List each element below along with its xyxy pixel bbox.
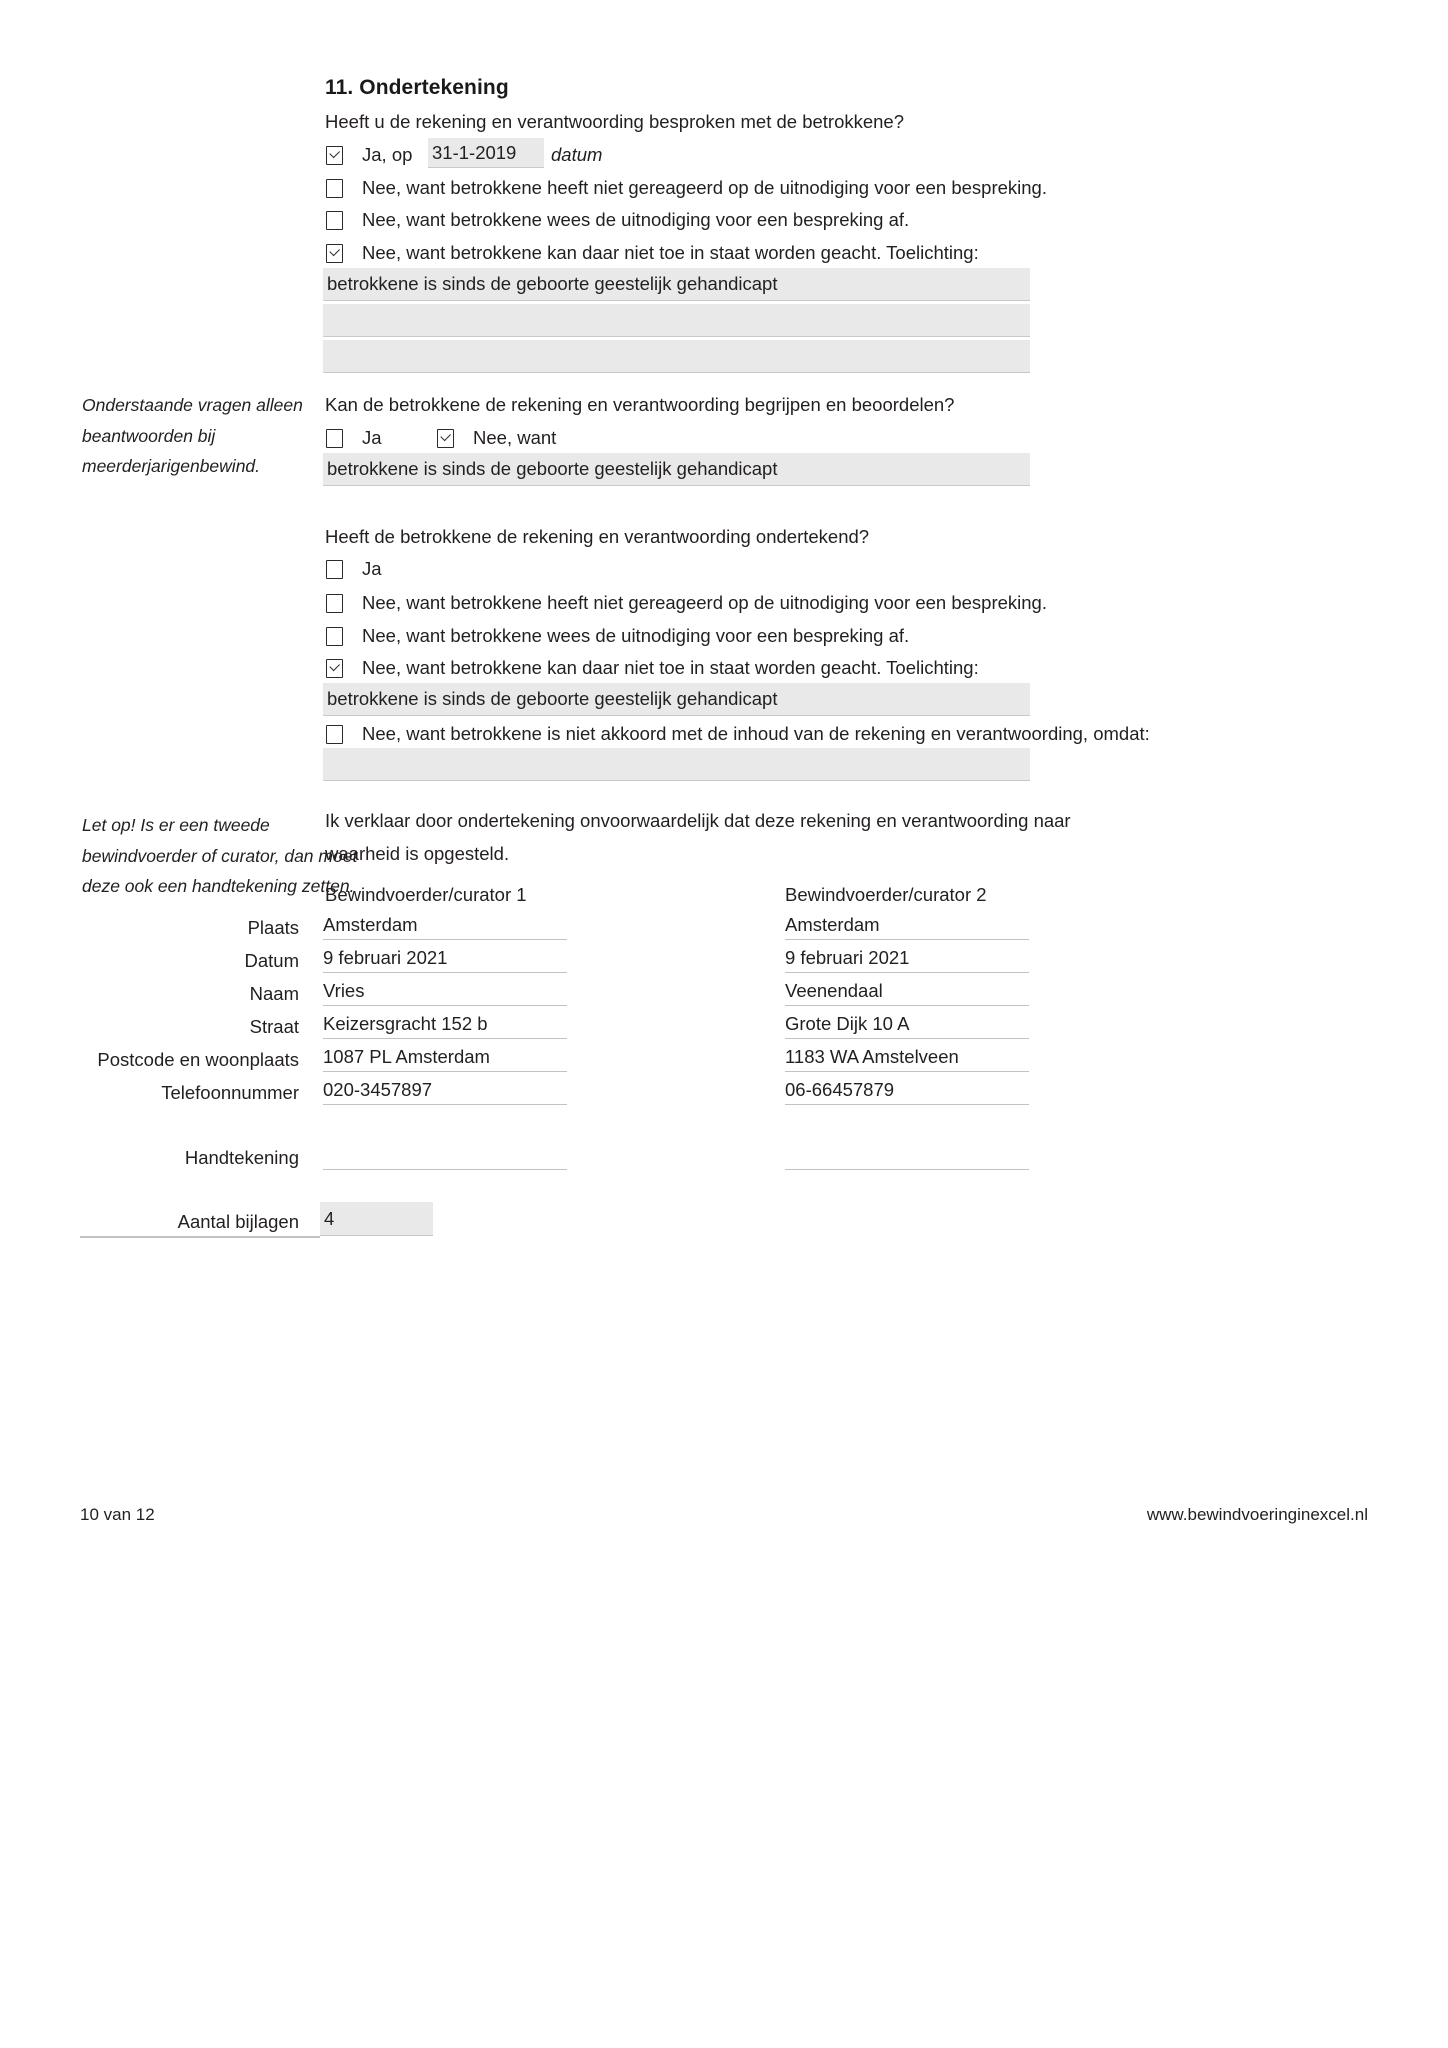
q3-option-geweigerd-label: Nee, want betrokkene wees de uitnodiging voor een bespreking af. bbox=[362, 625, 910, 646]
naam-input-2[interactable]: Veenendaal bbox=[785, 978, 1029, 1006]
margin-note-tweede-bewindvoerder: Let op! Is er een tweede bewindvoerder of curator, dan moet deze ook een handtekening zetten. bbox=[82, 815, 358, 896]
q1-checkbox-geweigerd[interactable] bbox=[326, 211, 343, 230]
q1-option-geweigerd-row[interactable] bbox=[326, 209, 909, 231]
plaats-input-1[interactable]: Amsterdam bbox=[323, 912, 567, 940]
straat-input-2[interactable]: Grote Dijk 10 A bbox=[785, 1011, 1029, 1039]
footer-page-number: 10 van 12 bbox=[80, 1505, 155, 1524]
q1-option-ja-label: Ja, op bbox=[362, 144, 413, 165]
q1-option-ja-row[interactable] bbox=[326, 144, 412, 166]
q3-omdat-input[interactable] bbox=[323, 748, 1030, 781]
q2-toelichting-input[interactable]: betrokkene is sinds de geboorte geestelijk gehandicapt bbox=[323, 453, 1030, 486]
telefoon-input-2[interactable]: 06-66457879 bbox=[785, 1077, 1029, 1105]
q3-checkbox-geweigerd[interactable] bbox=[326, 627, 343, 646]
question-3-text: Heeft de betrokkene de rekening en verantwoording ondertekend? bbox=[325, 526, 870, 547]
footer-website: www.bewindvoeringinexcel.nl bbox=[1146, 1505, 1368, 1524]
aantal-bijlagen-underline bbox=[80, 1236, 320, 1238]
row-label-straat: Straat bbox=[249, 1016, 299, 1037]
q3-checkbox-ja[interactable] bbox=[326, 560, 343, 579]
q2-checkbox-nee[interactable] bbox=[437, 429, 454, 448]
q1-toelichting-line-2[interactable] bbox=[323, 304, 1030, 337]
q3-checkbox-nietinstaat[interactable] bbox=[326, 659, 343, 678]
q1-option-geenreactie-label: Nee, want betrokkene heeft niet gereageerd op de uitnodiging voor een bespreking. bbox=[362, 177, 1047, 198]
naam-input-1[interactable]: Vries bbox=[323, 978, 567, 1006]
row-label-handtekening: Handtekening bbox=[184, 1147, 299, 1168]
row-label-aantal-bijlagen: Aantal bijlagen bbox=[177, 1211, 299, 1232]
q1-option-nietinstaat-row[interactable] bbox=[326, 242, 979, 264]
q2-option-nee-row[interactable] bbox=[437, 427, 556, 449]
q3-toelichting-input[interactable]: betrokkene is sinds de geboorte geestelijk gehandicapt bbox=[323, 683, 1030, 716]
q3-option-ja-label: Ja bbox=[362, 558, 382, 579]
q2-option-ja-row[interactable] bbox=[326, 427, 382, 449]
page-title: 11. Ondertekening bbox=[325, 76, 509, 99]
q3-option-geenreactie-label: Nee, want betrokkene heeft niet gereageerd op de uitnodiging voor een bespreking. bbox=[362, 592, 1047, 613]
row-label-telefoonnummer: Telefoonnummer bbox=[161, 1082, 299, 1103]
q1-date-input[interactable]: 31-1-2019 bbox=[428, 138, 544, 168]
q3-option-nietakkoord-row[interactable] bbox=[326, 723, 1150, 745]
handtekening-input-1[interactable] bbox=[323, 1122, 567, 1170]
q3-option-nietinstaat-row[interactable] bbox=[326, 657, 979, 679]
q1-checkbox-geenreactie[interactable] bbox=[326, 179, 343, 198]
q1-date-caption: datum bbox=[551, 144, 603, 165]
q3-option-geenreactie-row[interactable] bbox=[326, 592, 1047, 614]
plaats-input-2[interactable]: Amsterdam bbox=[785, 912, 1029, 940]
declaration-line-2: waarheid is opgesteld. bbox=[325, 843, 510, 864]
handtekening-input-2[interactable] bbox=[785, 1122, 1029, 1170]
telefoon-input-1[interactable]: 020-3457897 bbox=[323, 1077, 567, 1105]
q2-option-ja-label: Ja bbox=[362, 427, 382, 448]
datum-input-1[interactable]: 9 februari 2021 bbox=[323, 945, 567, 973]
question-1-text: Heeft u de rekening en verantwoording besproken met de betrokkene? bbox=[325, 111, 905, 132]
q3-option-geweigerd-row[interactable] bbox=[326, 625, 909, 647]
q3-option-ja-row[interactable] bbox=[326, 558, 382, 580]
datum-input-2[interactable]: 9 februari 2021 bbox=[785, 945, 1029, 973]
row-label-postcode-woonplaats: Postcode en woonplaats bbox=[97, 1049, 299, 1070]
q2-checkbox-ja[interactable] bbox=[326, 429, 343, 448]
aantal-bijlagen-input[interactable]: 4 bbox=[320, 1202, 433, 1236]
row-label-datum: Datum bbox=[244, 950, 299, 971]
signature-column-1-header: Bewindvoerder/curator 1 bbox=[325, 884, 527, 905]
straat-input-1[interactable]: Keizersgracht 152 b bbox=[323, 1011, 567, 1039]
q1-option-geweigerd-label: Nee, want betrokkene wees de uitnodiging voor een bespreking af. bbox=[362, 209, 910, 230]
q2-option-nee-label: Nee, want bbox=[473, 427, 557, 448]
row-label-naam: Naam bbox=[249, 983, 299, 1004]
q3-option-nietinstaat-label: Nee, want betrokkene kan daar niet toe in staat worden geacht. Toelichting: bbox=[362, 657, 979, 678]
q1-checkbox-nietinstaat[interactable] bbox=[326, 244, 343, 263]
declaration-line-1: Ik verklaar door ondertekening onvoorwaardelijk dat deze rekening en verantwoording naar bbox=[325, 810, 1071, 831]
q3-checkbox-geenreactie[interactable] bbox=[326, 594, 343, 613]
q1-toelichting-line-1[interactable]: betrokkene is sinds de geboorte geestelijk gehandicapt bbox=[323, 268, 1030, 301]
q1-toelichting-line-3[interactable] bbox=[323, 340, 1030, 373]
row-label-plaats: Plaats bbox=[247, 917, 299, 938]
q1-option-geenreactie-row[interactable] bbox=[326, 177, 1047, 199]
q3-checkbox-nietakkoord[interactable] bbox=[326, 725, 343, 744]
signature-column-2-header: Bewindvoerder/curator 2 bbox=[785, 884, 987, 905]
q1-option-nietinstaat-label: Nee, want betrokkene kan daar niet toe in staat worden geacht. Toelichting: bbox=[362, 242, 979, 263]
question-2-text: Kan de betrokkene de rekening en verantwoording begrijpen en beoordelen? bbox=[325, 394, 955, 415]
postcode-input-2[interactable]: 1183 WA Amstelveen bbox=[785, 1044, 1029, 1072]
q1-checkbox-ja[interactable] bbox=[326, 146, 343, 165]
q3-option-nietakkoord-label: Nee, want betrokkene is niet akkoord met de inhoud van de rekening en verantwoording, omdat: bbox=[362, 723, 1150, 744]
postcode-input-1[interactable]: 1087 PL Amsterdam bbox=[323, 1044, 567, 1072]
margin-note-meerderjarigenbewind: Onderstaande vragen alleen beantwoorden bij meerderjarigenbewind. bbox=[82, 395, 303, 476]
